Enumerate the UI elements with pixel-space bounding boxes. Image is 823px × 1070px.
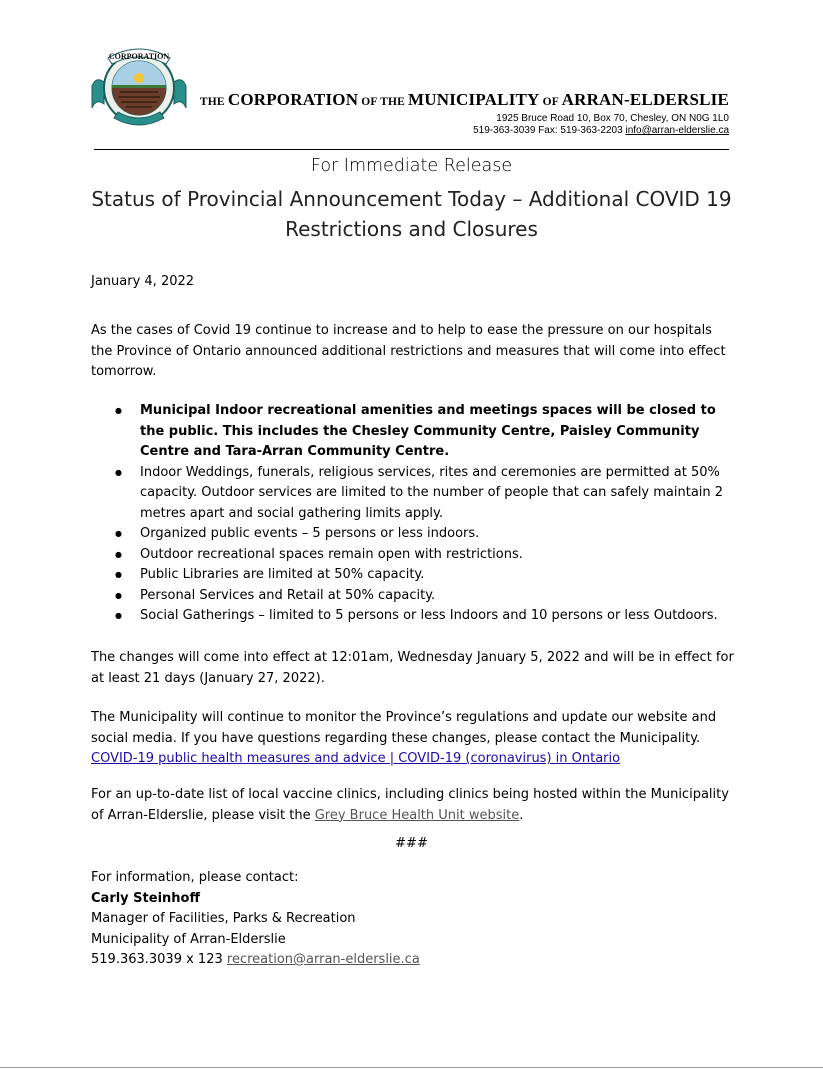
contact-title: Manager of Facilities, Parks & Recreation [91,911,356,926]
end-separator: ### [395,836,428,851]
list-item: ● Social Gatherings – limited to 5 persons or less Indoors and 10 persons or less Outdoors. [91,606,736,627]
letterhead-title: THE CORPORATION OF THE MUNICIPALITY OF ARRAN-ELDERSLIE [199,90,729,109]
ontario-covid-link[interactable]: COVID-19 public health measures and advice | COVID-19 (coronavirus) in Ontario [91,751,621,766]
list-item: ● Personal Services and Retail at 50% capacity. [91,586,736,607]
effect-paragraph: The changes will come into effect at 12:01am, Wednesday January 5, 2022 and will be in effect for at least 21 days (January 27, 2022). [91,650,734,686]
list-item: ● Outdoor recreational spaces remain open with restrictions. [91,545,736,566]
letterhead-address [473,113,729,137]
contact-block [91,868,736,971]
letterhead-email-link[interactable]: info@arran-elderslie.ca [625,125,729,136]
headline [80,184,743,244]
headline-line-1: Status of Provincial Announcement Today – Additional COVID 19 [91,187,732,211]
contact-org: Municipality of Arran-Elderslie [91,931,286,947]
contact-name: Carly Steinhoff [91,890,201,906]
page-bottom-edge [0,1067,823,1068]
release-date: January 4, 2022 [91,274,195,289]
health-unit-link[interactable]: Grey Bruce Health Unit website [314,807,520,823]
release-label: For Immediate Release [310,156,513,176]
address-line: 1925 Bruce Road 10, Box 70, Chesley, ON N0G 1L0 [496,113,729,124]
list-item: ● Public Libraries are limited at 50% capacity. [91,565,736,586]
vaccine-paragraph: For an up-to-date list of local vaccine clinics, including clinics being hosted within the Municipality of Arran-Elderslie, please visit the Grey Bruce Health Unit website. [91,787,729,823]
svg-text:CORPORATION: CORPORATION [108,52,170,61]
restrictions-list [91,401,736,627]
intro-paragraph: As the cases of Covid 19 continue to increase and to help to ease the pressure on our hospitals the Province of Ontario announced additional restrictions and measures that will come into effect tomorrow. [91,323,726,379]
list-item: ● Municipal Indoor recreational amenities and meetings spaces will be closed to the public. This includes the Chesley Community Centre, Paisley Community Centre and Tara-Arran Community Centre. [91,401,736,463]
monitor-paragraph: The Municipality will continue to monitor the Province’s regulations and update our website and social media. If you have questions regarding these changes, please contact the Municipality. COVID-19 public health measures and advice | COVID-19 (coronavirus) in Ontario [91,710,717,766]
list-item: ● Indoor Weddings, funerals, religious services, rites and ceremonies are permitted at 50% capacity. Outdoor services are limited to the number of people that can safely maintain 2 metres apart and social gathering limits apply. [91,463,736,525]
headline-line-2: Restrictions and Closures [285,217,538,241]
contact-line: 519-363-3039 Fax: 519-363-2203 info@arran-elderslie.ca [473,125,729,136]
municipal-seal-logo [90,42,188,126]
letterhead-divider [94,149,729,150]
contact-phone-line: 519.363.3039 x 123 recreation@arran-elderslie.ca [91,952,420,967]
contact-intro: For information, please contact: [91,870,299,885]
list-item: ● Organized public events – 5 persons or less indoors. [91,524,736,545]
contact-email-link[interactable]: recreation@arran-elderslie.ca [226,952,420,967]
